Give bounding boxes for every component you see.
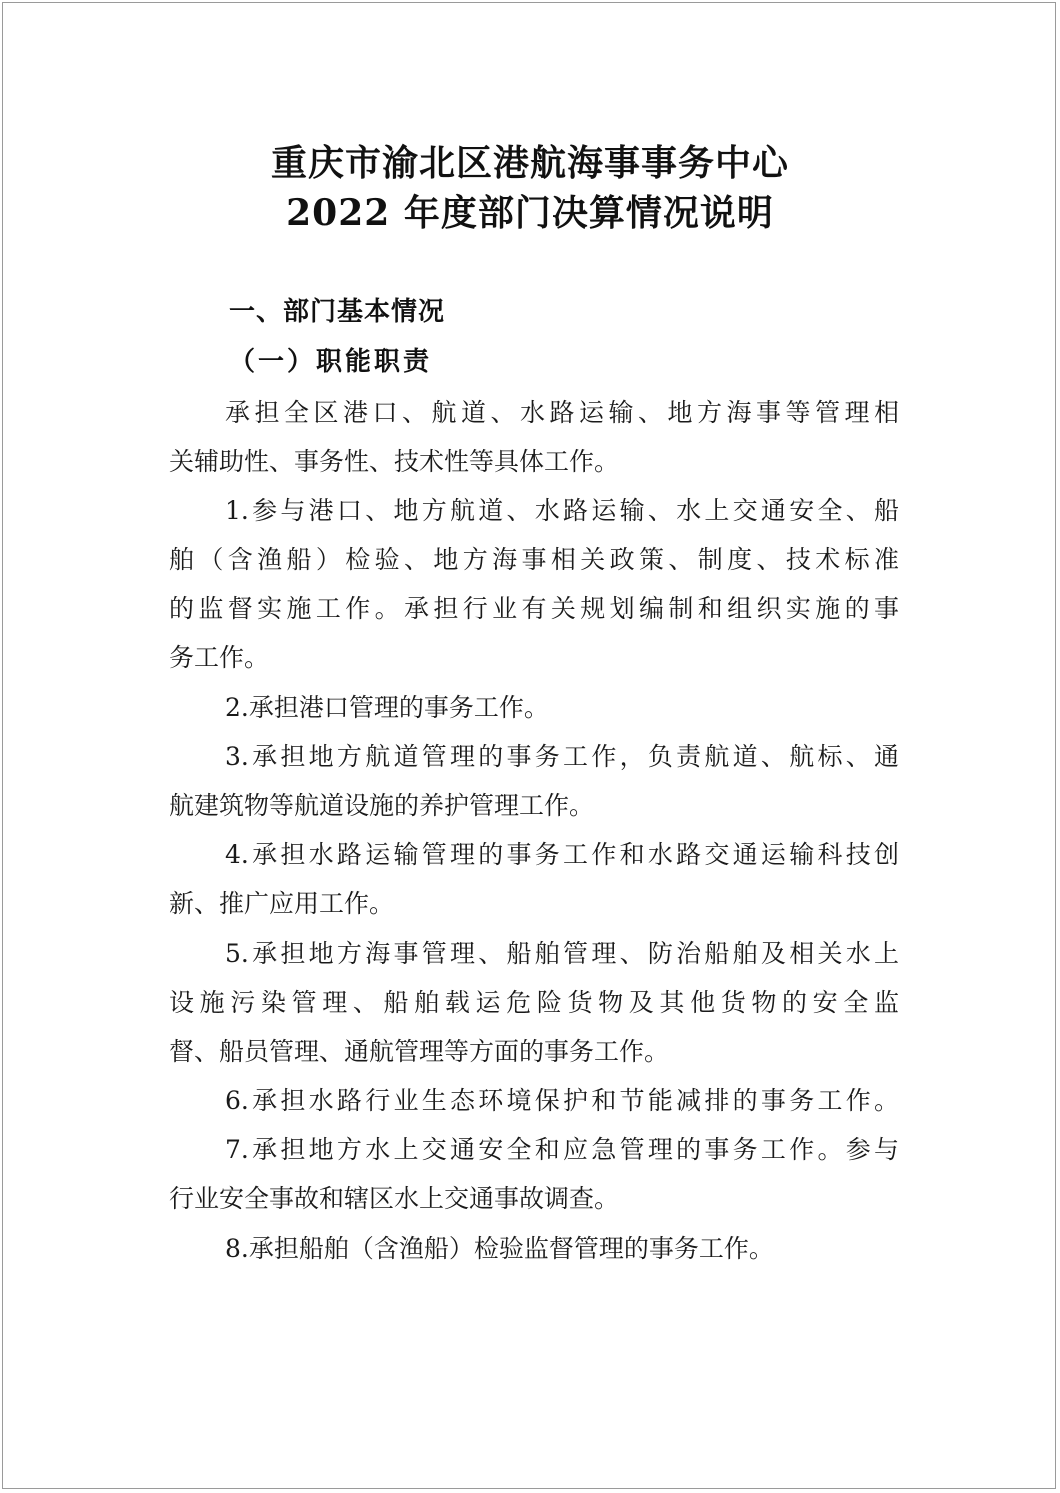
document-title-line-2: 2022 年度部门决算情况说明 <box>286 192 774 234</box>
body-line: 1.参与港口、地方航道、水路运输、水上交通安全、船 <box>225 496 899 525</box>
body-line: 6.承担水路行业生态环境保护和节能减排的事务工作。 <box>225 1086 899 1115</box>
body-line: 的监督实施工作。承担行业有关规划编制和组织实施的事 <box>169 594 899 623</box>
section-heading: 一、部门基本情况 <box>229 297 446 327</box>
body-line: 务工作。 <box>169 643 270 672</box>
body-line: 督、船员管理、通航管理等方面的事务工作。 <box>169 1037 670 1066</box>
document-title-line-1: 重庆市渝北区港航海事事务中心 <box>270 142 789 184</box>
body-line: 航建筑物等航道设施的养护管理工作。 <box>169 791 595 820</box>
subsection-heading: （一）职能职责 <box>229 347 433 377</box>
body-line: 承担全区港口、航道、水路运输、地方海事等管理相 <box>225 398 899 427</box>
body-line: 设施污染管理、船舶载运危险货物及其他货物的安全监 <box>169 988 899 1017</box>
body-line: 8.承担船舶（含渔船）检验监督管理的事务工作。 <box>225 1234 774 1263</box>
body-line: 7.承担地方水上交通安全和应急管理的事务工作。参与 <box>225 1135 899 1164</box>
body-line: 关辅助性、事务性、技术性等具体工作。 <box>169 447 620 476</box>
body-line: 2.承担港口管理的事务工作。 <box>225 693 549 722</box>
document-page <box>2 2 1056 1489</box>
body-line: 舶（含渔船）检验、地方海事相关政策、制度、技术标准 <box>169 545 899 574</box>
body-line: 4.承担水路运输管理的事务工作和水路交通运输科技创 <box>225 840 899 869</box>
body-line: 新、推广应用工作。 <box>169 889 395 918</box>
body-line: 5.承担地方海事管理、船舶管理、防治船舶及相关水上 <box>225 939 899 968</box>
body-line: 行业安全事故和辖区水上交通事故调查。 <box>169 1184 620 1213</box>
body-line: 3.承担地方航道管理的事务工作，负责航道、航标、通 <box>225 742 899 771</box>
